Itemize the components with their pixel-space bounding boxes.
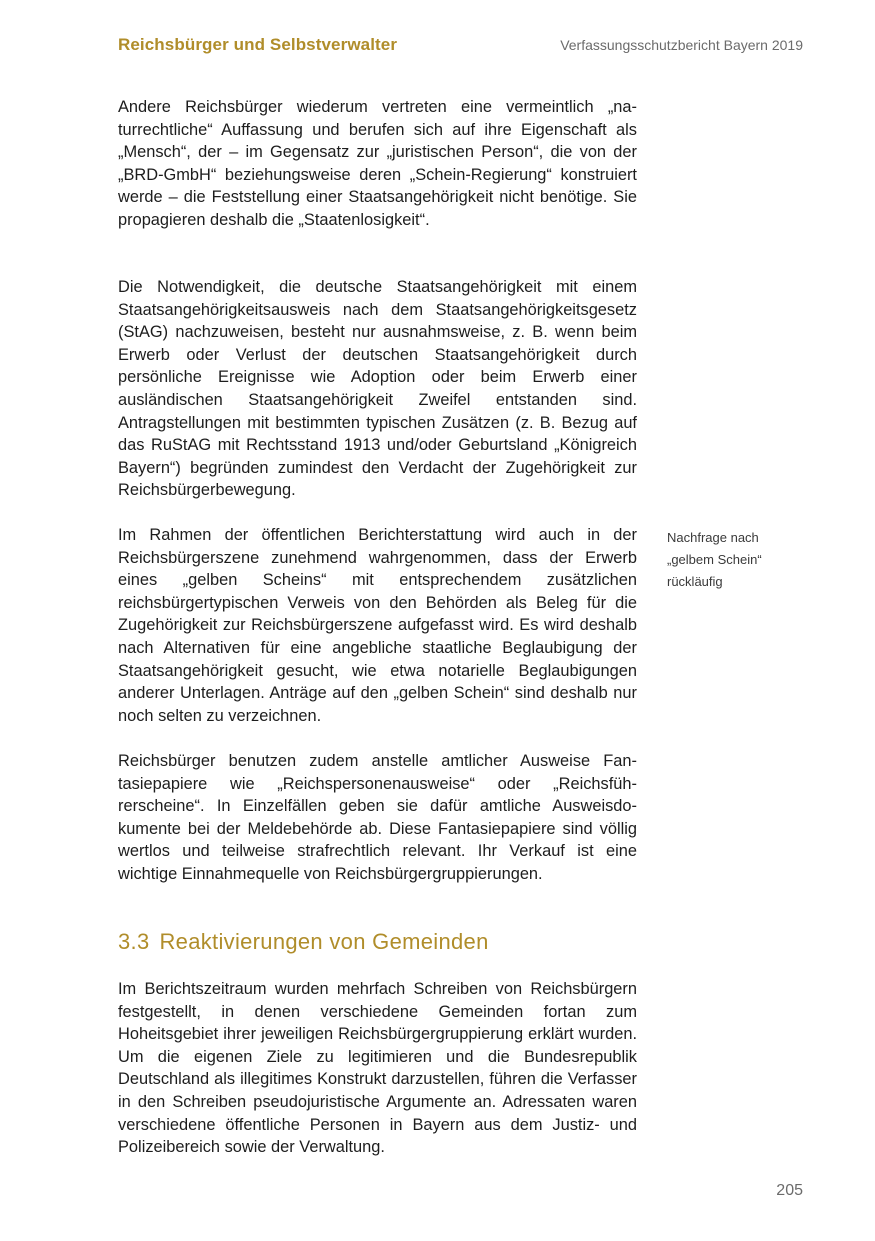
section-heading xyxy=(118,929,489,955)
body-paragraph-1: Andere Reichsbürger wiederum vertreten eine vermeintlich „naturrechtliche“ Auffassung und berufen sich auf ihre Eigenschaft als „Mensch“, der – im Gegensatz zur „juristischen Person“, die von der „BRD-GmbH“ beziehungsweise deren „Schein-Regierung“ konstruiert werde – die Feststellung einer Staatsangehörigkeit nicht benötige. Sie propagieren deshalb die „Staatenlosigkeit“. xyxy=(118,98,637,229)
section-number: 3.3 xyxy=(118,929,150,954)
body-paragraph-3: Im Rahmen der öffentlichen Berichterstattung wird auch in der Reichsbürgerszene zunehmend wahrgenommen, dass der Erwerb eines „gelben Scheins“ mit entsprechendem zusätzlichen reichsbürgertypischen Verweis von den Behörden als Beleg für die Zugehörigkeit zur Reichsbürgerszene aufgefasst wird. Es wird deshalb nach Alternativen für eine angebliche staatliche Beglaubigung der Staatsangehörigkeit gesucht, wie etwa notarielle Beglaubigungen anderer Unterlagen. Anträge auf den „gelben Schein“ sind deshalb nur noch selten zu verzeichnen. xyxy=(118,526,637,725)
body-paragraph-2: Die Notwendigkeit, die deutsche Staatsangehörigkeit mit einem Staatsangehörigkeitsausweis nach dem Staatsangehörigkeitsgesetz (StAG) nachzuweisen, besteht nur ausnahmsweise, z. B. wenn beim Erwerb oder Verlust der deutschen Staatsangehörigkeit durch persönliche Ereignisse wie Adoption oder beim Erwerb einer ausländischen Staatsangehörigkeit Zweifel entstanden sind. Antragstellungen mit bestimmten typischen Zusätzen (z. B. Bezug auf das RuStAG mit Rechtsstand 1913 und/oder Geburtsland „Königreich Bayern“) begründen zumindest den Verdacht der Zugehörigkeit zur Reichsbürgerbewegung. xyxy=(118,278,637,500)
body-paragraph-4: Reichsbürger benutzen zudem anstelle amtlicher Ausweise Fantasiepapiere wie „Reichspersonenausweise“ oder „Reichsführerscheine“. In Einzelfällen geben sie dafür amtliche Ausweisdokumente bei der Meldebehörde ab. Diese Fantasiepapiere sind völlig wertlos und teilweise strafrechtlich relevant. Ihr Verkauf ist eine wichtige Einnahmequelle von Reichsbürgergruppierungen. xyxy=(118,752,637,883)
margin-note-line-1: Nachfrage nach xyxy=(667,530,759,545)
page-number: 205 xyxy=(776,1182,803,1199)
margin-note-line-3: rückläufig xyxy=(667,574,723,589)
running-header-chapter: Reichsbürger und Selbstverwalter xyxy=(118,35,398,54)
body-paragraph-5: Im Berichtszeitraum wurden mehrfach Schreiben von Reichsbürgern festgestellt, in denen verschiedene Gemeinden fortan zum Hoheitsgebiet ihrer jeweiligen Reichsbürgergruppierung erklärt wurden. Um die eigenen Ziele zu legitimieren und die Bundesrepublik Deutschland als illegitimes Konstrukt darzustellen, führen die Verfasser in den Schreiben pseudojuristische Argumente an. Adressaten waren verschiedene öffentliche Personen in Bayern aus dem Justiz- und Polizeibereich sowie der Verwaltung. xyxy=(118,980,637,1157)
section-title: Reaktivierungen von Gemeinden xyxy=(159,929,489,954)
margin-note xyxy=(667,527,807,593)
margin-note-line-2: „gelbem Schein“ xyxy=(667,552,762,567)
running-header-report: Verfassungsschutzbericht Bayern 2019 xyxy=(560,37,803,53)
